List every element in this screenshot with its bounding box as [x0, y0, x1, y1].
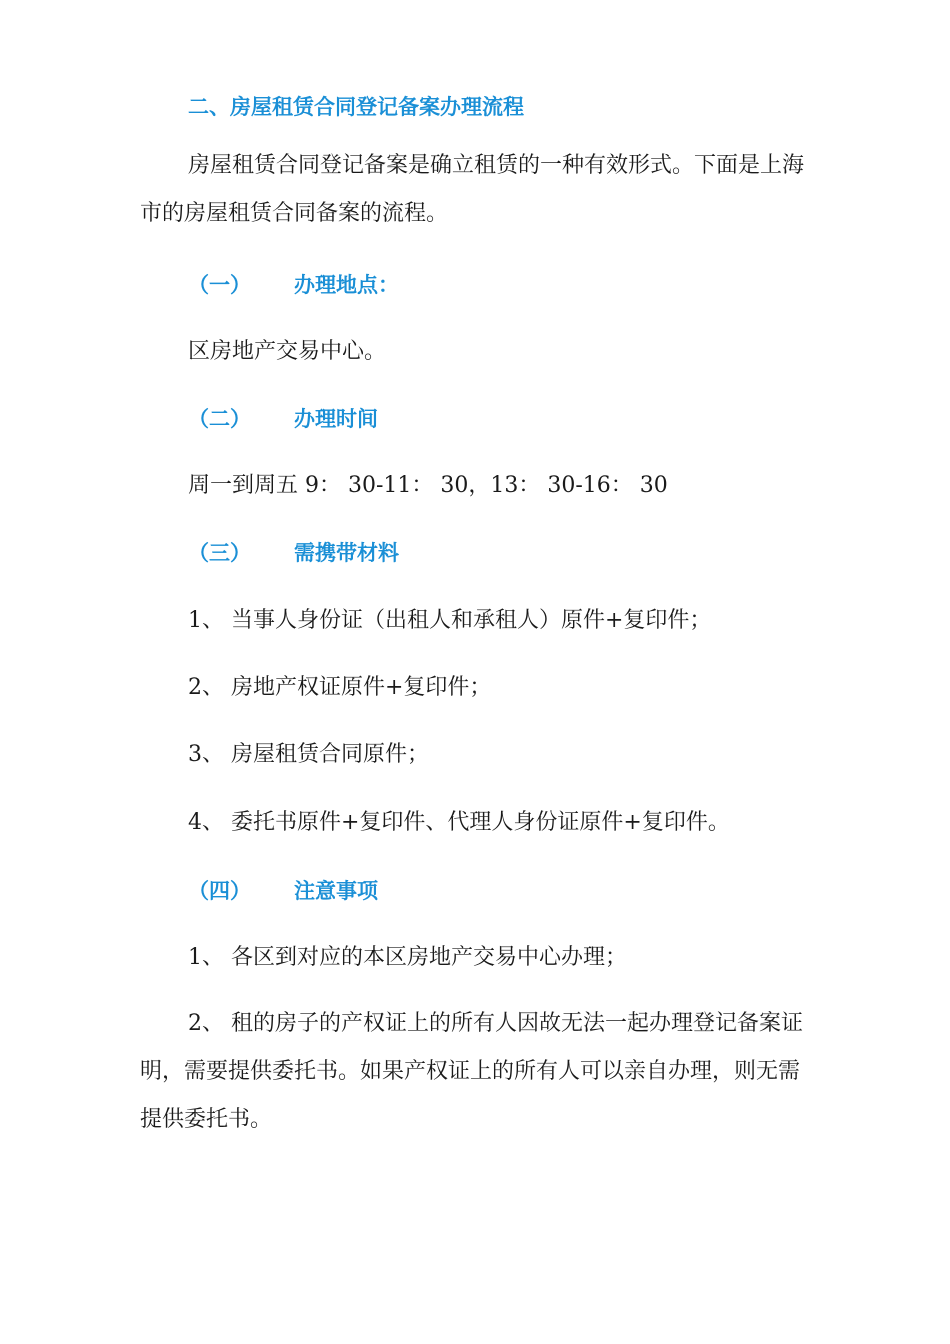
list-item: 4、 委托书原件+复印件、代理人身份证原件+复印件。 [188, 810, 730, 835]
section-3-label: 需携带材料 [294, 541, 399, 565]
section-2-number: （二） [188, 407, 251, 431]
section-3-number: （三） [188, 541, 251, 565]
intro-paragraph: 房屋租赁合同登记备案是确立租赁的一种有效形式。下面是上海市的房屋租赁合同备案的流程。 [140, 153, 805, 226]
section-1-content: 区房地产交易中心。 [188, 339, 387, 364]
section-1-number: （一） [188, 273, 251, 297]
list-item: 3、 房屋租赁合同原件； [188, 742, 429, 767]
section-4-number: （四） [188, 879, 251, 903]
section-4-label: 注意事项 [294, 879, 378, 903]
section-2-label: 办理时间 [294, 407, 378, 431]
list-item: 2、 房地产权证原件+复印件； [188, 675, 492, 700]
section-1-label: 办理地点： [294, 273, 399, 297]
list-item: 1、 各区到对应的本区房地产交易中心办理； [188, 945, 627, 970]
document-title: 二、房屋租赁合同登记备案办理流程 [188, 95, 524, 119]
section-2-content: 周一到周五 9： 30-11： 30，13： 30-16： 30 [188, 473, 668, 498]
list-item: 2、 租的房子的产权证上的所有人因故无法一起办理登记备案证明，需要提供委托书。如果产权证上的所有人可以亲自办理，则无需提供委托书。 [140, 1011, 803, 1132]
list-item: 1、 当事人身份证（出租人和承租人）原件+复印件； [188, 608, 712, 633]
